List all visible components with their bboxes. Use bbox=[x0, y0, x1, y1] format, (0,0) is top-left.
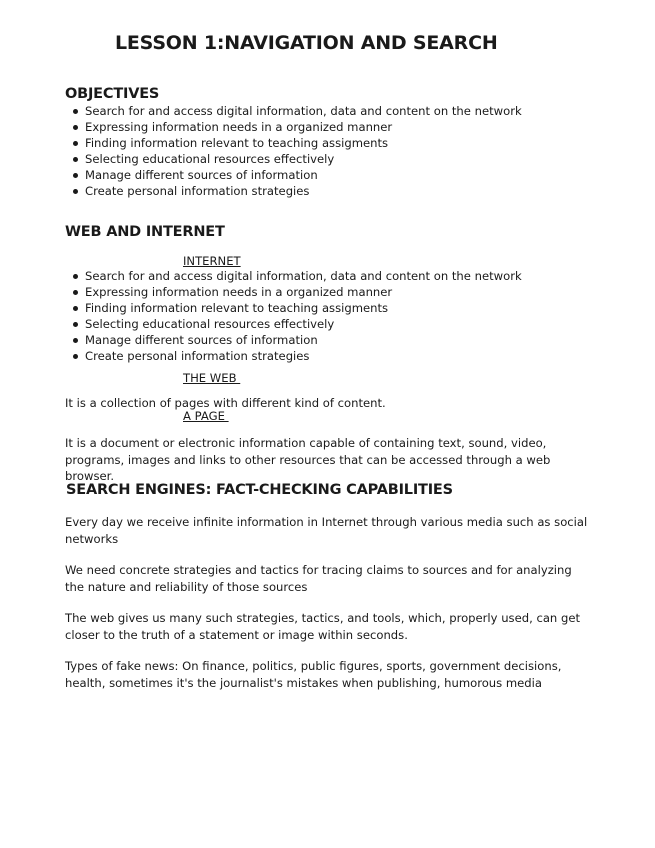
search-paragraph: Types of fake news: On finance, politics, public figures, sports, government decisions, health, sometimes it's the journalist's mistakes when publishing, humorous media bbox=[65, 659, 562, 690]
list-item: Manage different sources of information bbox=[65, 332, 522, 348]
list-item: Selecting educational resources effectively bbox=[65, 151, 522, 167]
list-item: Expressing information needs in a organized manner bbox=[65, 119, 522, 135]
internet-list bbox=[65, 268, 522, 364]
internet-subheading: INTERNET bbox=[183, 254, 241, 268]
web-internet-heading: WEB AND INTERNET bbox=[65, 224, 225, 240]
list-item: Finding information relevant to teaching assigments bbox=[65, 300, 522, 316]
list-item: Create personal information strategies bbox=[65, 183, 522, 199]
page-title: LESSON 1:NAVIGATION AND SEARCH bbox=[115, 32, 498, 54]
search-paragraph: The web gives us many such strategies, tactics, and tools, which, properly used, can get closer to the truth of a statement or image within seconds. bbox=[65, 611, 581, 642]
objectives-heading: OBJECTIVES bbox=[65, 86, 160, 102]
list-item: Search for and access digital information, data and content on the network bbox=[65, 103, 522, 119]
search-engines-heading: SEARCH ENGINES: FACT-CHECKING CAPABILITIES bbox=[66, 482, 453, 498]
list-item: Finding information relevant to teaching assigments bbox=[65, 135, 522, 151]
search-paragraph: Every day we receive infinite information in Internet through various media such as social networks bbox=[65, 515, 588, 546]
objectives-list bbox=[65, 103, 522, 199]
page-subheading: A PAGE bbox=[183, 409, 229, 423]
list-item: Manage different sources of information bbox=[65, 167, 522, 183]
list-item: Expressing information needs in a organized manner bbox=[65, 284, 522, 300]
list-item: Search for and access digital information, data and content on the network bbox=[65, 268, 522, 284]
web-definition: It is a collection of pages with different kind of content. bbox=[65, 396, 386, 410]
search-paragraph: We need concrete strategies and tactics for tracing claims to sources and for analyzing the nature and reliability of those sources bbox=[65, 563, 572, 594]
list-item: Create personal information strategies bbox=[65, 348, 522, 364]
page-definition: It is a document or electronic information capable of containing text, sound, video, programs, images and links to other resources that can be accessed through a web browser. bbox=[65, 436, 551, 483]
list-item: Selecting educational resources effectively bbox=[65, 316, 522, 332]
web-subheading: THE WEB bbox=[183, 371, 241, 385]
